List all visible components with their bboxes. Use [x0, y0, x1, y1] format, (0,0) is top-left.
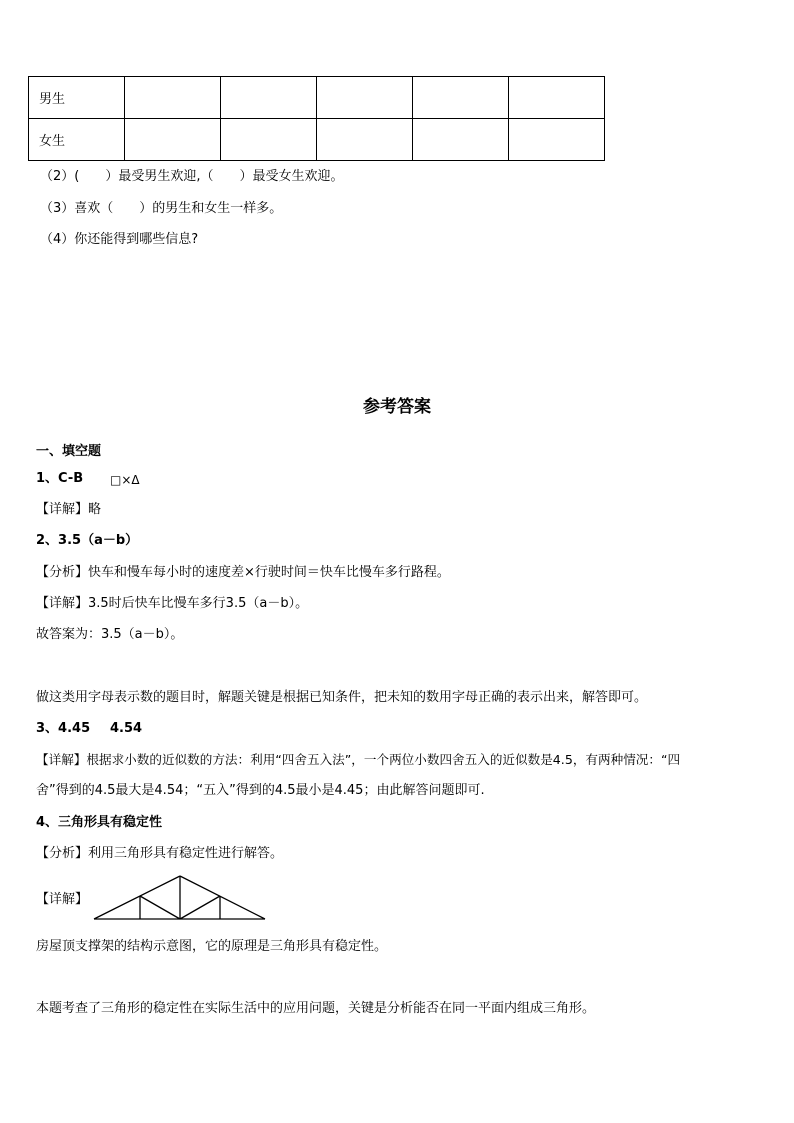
- answer-4-analysis: 【分析】利用三角形具有稳定性进行解答。: [36, 846, 284, 861]
- page-title: 参考答案: [363, 397, 431, 417]
- answer-4-figure-caption: 房屋顶支撑架的结构示意图，它的原理是三角形具有稳定性。: [36, 939, 388, 954]
- table-cell: [317, 77, 413, 119]
- answer-2-note: 做这类用字母表示数的题目时，解题关键是根据已知条件，把未知的数用字母正确的表示出来，解答即可。: [36, 690, 648, 705]
- roof-truss-figure: [92, 873, 268, 923]
- table-row: [29, 77, 605, 119]
- answer-2-result: 故答案为：3.5（a－b）。: [36, 627, 184, 642]
- answer-3-detail-line2: 舍”得到的4.5最大是4.54；“五入”得到的4.5最小是4.45；由此解答问题即可.: [36, 783, 485, 798]
- table-cell: [221, 119, 317, 161]
- answer-3-detail-line1: 【详解】根据求小数的近似数的方法：利用“四舍五入法”，一个两位小数四舍五入的近似数是4.5，有两种情况：“四: [36, 752, 681, 767]
- answer-2-number: 2、3.5（a－b）: [36, 533, 139, 548]
- truss-right-rafter: [180, 876, 265, 919]
- question-2: （2）( ）最受男生欢迎,（ ）最受女生欢迎。: [40, 169, 344, 184]
- table-cell: [413, 77, 509, 119]
- table-cell: [125, 119, 221, 161]
- table-cell: [221, 77, 317, 119]
- truss-left-diagonal: [140, 896, 180, 919]
- table-cell: [509, 77, 605, 119]
- table-cell: [317, 119, 413, 161]
- table-row: [29, 119, 605, 161]
- answer-3-number-2: 4.54: [110, 721, 143, 736]
- table-cell-label: 男生: [29, 77, 125, 119]
- answer-1-extra: □×Δ: [110, 473, 140, 487]
- answer-2-detail: 【详解】3.5时后快车比慢车多行3.5（a－b）。: [36, 596, 309, 611]
- answer-1-detail: 【详解】略: [36, 502, 102, 517]
- survey-table: [28, 76, 605, 161]
- question-4: （4）你还能得到哪些信息?: [40, 232, 199, 247]
- truss-left-rafter: [94, 876, 180, 919]
- answer-2-analysis: 【分析】快车和慢车每小时的速度差×行驶时间＝快车比慢车多行路程。: [36, 565, 450, 580]
- answer-4-number: 4、三角形具有稳定性: [36, 815, 163, 830]
- answer-3-number: 3、4.45: [36, 721, 91, 736]
- section-heading: 一、填空题: [36, 444, 102, 459]
- table-cell: [125, 77, 221, 119]
- table-cell: [413, 119, 509, 161]
- answer-4-note: 本题考查了三角形的稳定性在实际生活中的应用问题，关键是分析能否在同一平面内组成三角形。: [36, 1001, 596, 1016]
- table-cell: [509, 119, 605, 161]
- answer-4-detail-label: 【详解】: [36, 892, 89, 907]
- question-3: （3）喜欢（ ）的男生和女生一样多。: [40, 201, 283, 216]
- answer-1-number: 1、C-B: [36, 471, 84, 486]
- truss-right-diagonal: [180, 896, 220, 919]
- table-cell-label: 女生: [29, 119, 125, 161]
